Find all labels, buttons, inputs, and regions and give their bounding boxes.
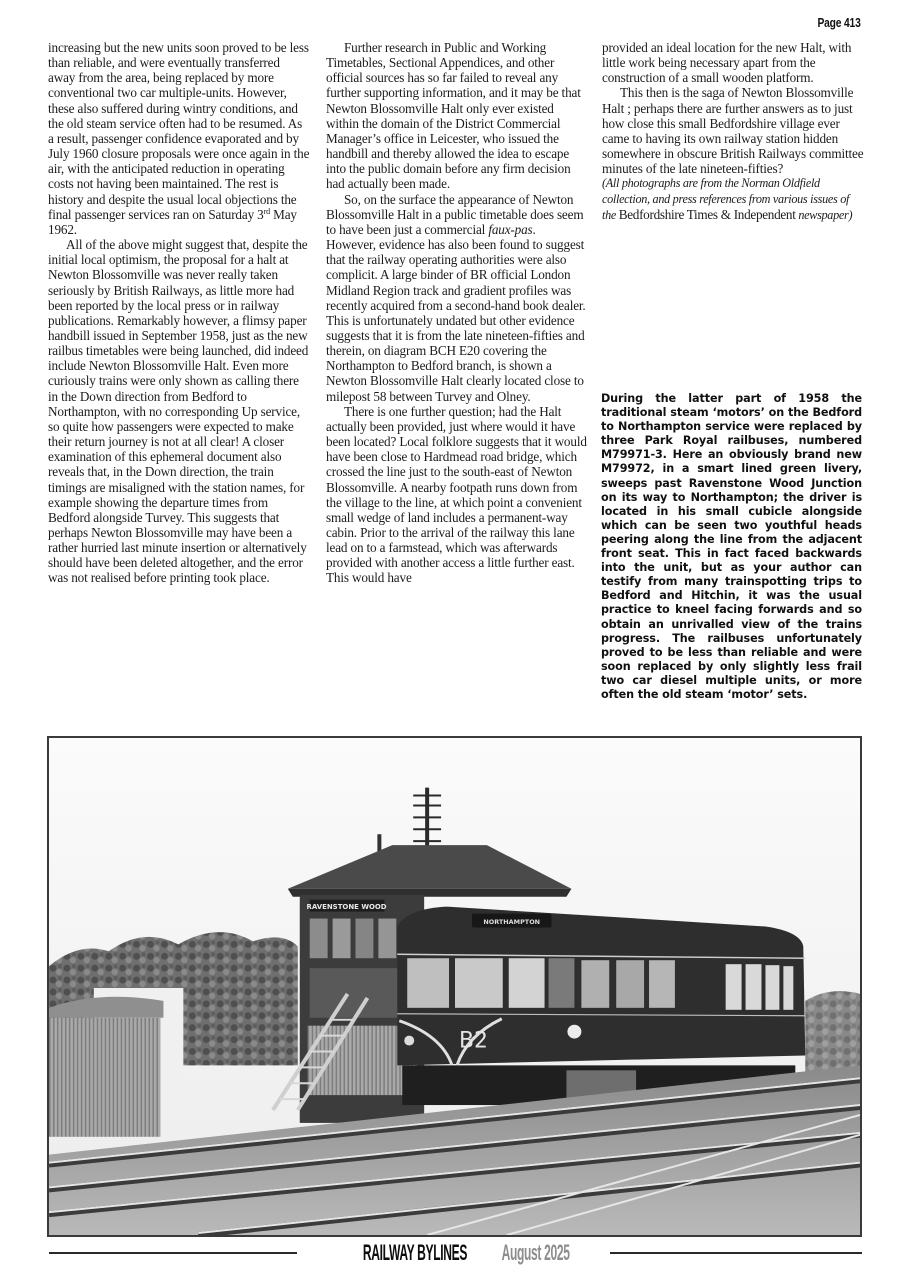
headcode: B2 (458, 1028, 488, 1054)
magazine-title: RAILWAY BYLINES (362, 1240, 468, 1265)
publication-name: Bedfordshire Times & Independent (618, 206, 796, 222)
article-paragraph: So, on the surface the appearance of Newton Blossomville Halt in a public timetable does seem to have been just a commercial faux-pas. However, evidence has also been found to suggest that the railway operating authorities were also complicit. A large binder of BR official London Midland Region track and gradient profiles was recently acquired from a second-hand book dealer. This is unfortunately undated but other evidence suggests that it is from the late nineteen-fifties and therein, on diagram BCH E20 covering the Northampton to Bedford branch, is shown a Newton Blossomville Halt clearly located close to milepost 58 between Turvey and Olney. (326, 191, 586, 404)
article-paragraph: provided an ideal location for the new Halt, with little work being necessary apart from the construction of a small wooden platform. (602, 40, 852, 86)
article-paragraph: All of the above might suggest that, despite the initial local optimism, the proposal for a halt at Newton Blossomville was never really taken seriously by British Railways, as little more had been reported by the local press or in railway publications. Remarkably however, a flimsy paper handbill issued in September 1958, just as the new railbus timetables were being launched, did indeed include Newton Blossomville Halt. Even more curiously trains were only shown as calling there in the Down direction from Bedford to Northampton, with no corresponding Up service, so quite how passengers were expected to make their return journey is not at all clear! A closer examination of this ephemeral document also reveals that, in the Down direction, the train timings are misaligned with the station names, for example showing the departure times from Bedford alongside Turvey. This suggests that perhaps Newton Blossomville may have been a rather hurried last minute insertion or alternatively should have been deleted altogether, and the error was not realised before printing took place. (48, 237, 309, 586)
railbus-photo-illustration (49, 738, 860, 1235)
footer-rule-left (49, 1252, 297, 1254)
ordinal-suffix: rd (263, 206, 270, 216)
destination-blind: NORTHAMPTON (483, 918, 541, 926)
issue-date: August 2025 (501, 1240, 570, 1265)
article-paragraph: Further research in Public and Working Timetables, Sectional Appendices, and other official sources has so far failed to reveal any further supporting information, and it may be that Newton Blossomville Halt only ever existed within the domain of the District Commercial Manager’s office in Leicester, who issued the handbill and thereby allowed the idea to escape into the public domain before any firm decision had actually been made. (326, 40, 581, 192)
signal-box-nameboard: RAVENSTONE WOOD (306, 903, 387, 912)
article-column-3 (602, 40, 864, 223)
footer-rule-right (610, 1252, 862, 1254)
article-paragraph: increasing but the new units soon proved to be less than reliable, and were eventually transferred away from the area, being replaced by more conventional two car multiple-units. However, these also suffered during wintry conditions, and the old steam service often had to be resumed. As a result, passenger confidence evaporated and by July 1960 closure proposals were once again in the air, with the anticipated reduction in operating costs not having been maintained. The rest is history and despite the usual local objections the final passenger services ran on Saturday 3rd May 1962. (48, 40, 310, 237)
article-column-1 (48, 40, 310, 586)
photo-caption: During the latter part of 1958 the traditional steam ‘motors’ on the Bedford to Northampton service were replaced by three Park Royal railbuses, numbered M79971-3. Here an obviously brand new M79972, in a smart lined green livery, sweeps past Ravenstone Wood Junction on its way to Northampton; the driver is located in his small cubicle alongside which can be seen two youthful heads peering along the line from the adjacent front seat. This in fact faced backwards into the unit, but as your author can testify from many trainspotting trips to Bedford and Hitchin, it was the usual practice to kneel facing forwards and so obtain an unrivalled view of the trains progress. The railbuses unfortunately proved to be less than reliable and were soon replaced by only slightly less frail two car diesel multiple units, or more often the old steam ‘motor’ sets. (601, 392, 862, 701)
page-number: Page 413 (817, 16, 861, 30)
article-paragraph: There is one further question; had the Halt actually been provided, just where would it have been located? Local folklore suggests that it would have been close to Hardmead road bridge, which crossed the line just to the south-east of Newton Blossomville. A nearby footpath runs down from the village to the line, at which point a convenient small wedge of land includes a permanent-way cabin. Prior to the arrival of the railway this lane lead on to a farmstead, which was afterwards provided with another access a little further east. This would have (326, 403, 587, 586)
article-column-2 (326, 40, 588, 586)
italic-term: faux-pas (488, 221, 533, 237)
article-paragraph: This then is the saga of Newton Blossomville Halt ; perhaps there are further answers as to just how close this small Bedfordshire village ever came to having its own railway station hidden somewhere in obscure British Railways committee minutes of the late nineteen-fifties? (602, 85, 864, 177)
footer-masthead (303, 1240, 603, 1266)
railbus-photograph (47, 736, 862, 1237)
photo-credit: (All photographs are from the Norman Oldfield collection, and press references from various issues of the Bedfordshire Times & Independent newspaper) (602, 176, 853, 222)
